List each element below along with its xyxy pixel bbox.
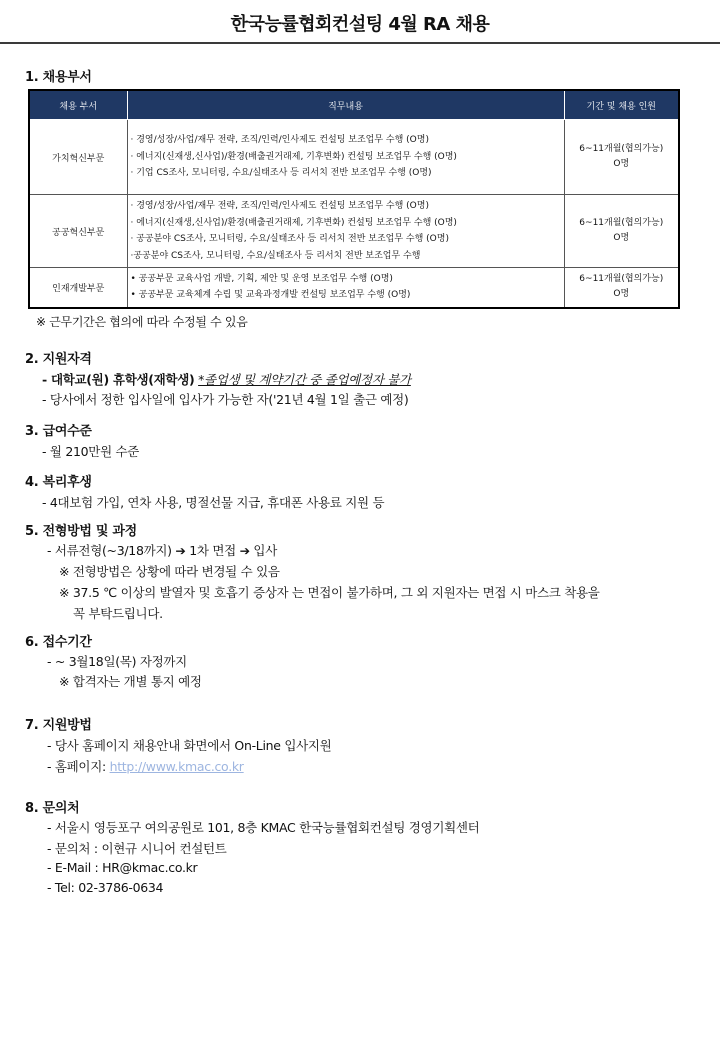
section-heading-qualification: 2. 지원자격: [25, 352, 92, 367]
contact-email: - E-Mail : HR@kmac.co.kr: [47, 860, 198, 875]
duty-item: · 에너지(신재생,신사업)/환경(배출권거래제, 기후변화) 컨설팅 보조업무 수행 (O명): [130, 217, 457, 228]
homepage-label: - 홈페이지:: [47, 759, 110, 774]
salary-text: - 월 210만원 수준: [42, 444, 140, 459]
homepage-link[interactable]: http://www.kmac.co.kr: [109, 759, 244, 774]
qualification-restriction: *졸업생 및 계약기간 중 졸업예정자 불가: [198, 372, 411, 387]
period-text: 6~11개월(협의가능): [579, 218, 664, 228]
duty-item: · 경영/성장/사업/재무 전략, 조직/인력/인사제도 컨설팅 보조업무 수행 (O명): [130, 201, 429, 211]
duty-item: · 기업 CS조사, 모니터링, 수요/실태조사 등 리서치 전반 보조업무 수행 (O명): [130, 168, 432, 179]
section-heading-departments: 1. 채용부서: [25, 70, 92, 85]
table-note: ※ 근무기간은 협의에 따라 수정될 수 있음: [36, 315, 248, 329]
process-steps: - 서류전형(~3/18까지) ➔ 1차 면접 ➔ 입사: [47, 543, 277, 558]
count-text: O명: [613, 233, 630, 243]
section-heading-benefits: 4. 복리후생: [25, 475, 92, 490]
section-heading-salary: 3. 급여수준: [25, 424, 92, 439]
count-text: O명: [613, 289, 630, 300]
contact-address: - 서울시 영등포구 여의공원로 101, 8층 KMAC 한국능률협회컨설팅 경영기획센터: [47, 820, 480, 835]
duty-item: · 경영/성장/사업/재무 전략, 조직/인력/인사제도 컨설팅 보조업무 수행 (O명): [130, 135, 429, 146]
qualification-item: - 당사에서 정한 입사일에 입사가 가능한 자('21년 4월 1일 출근 예정): [42, 392, 409, 407]
section-heading-process: 5. 전형방법 및 과정: [25, 524, 137, 539]
duty-item: · 공공분야 CS조사, 모니터링, 수요/실태조사 등 리서치 전반 보조업무 수행 (O명): [130, 234, 449, 244]
qualification-target: - 대학교(원) 휴학생(재학생): [42, 372, 195, 387]
duty-item: • 공공부문 교육사업 개발, 기획, 제안 및 운영 보조업무 수행 (O명): [130, 273, 393, 284]
duties-cell: [127, 195, 564, 268]
period-cell: [564, 120, 679, 195]
homepage-line: [47, 757, 244, 775]
page-title: 한국능률협회컨설팅 4월 RA 채용: [230, 14, 490, 35]
period-text: 6~11개월(협의가능): [579, 144, 664, 154]
duties-cell: [127, 120, 564, 195]
title-divider: [0, 42, 720, 44]
header-duties: 직무내용: [127, 90, 564, 120]
section-heading-apply: 7. 지원방법: [25, 718, 92, 733]
table-row: [29, 195, 679, 268]
recruitment-table: [28, 89, 680, 309]
result-note: ※ 합격자는 개별 통지 예정: [59, 674, 202, 689]
department-cell: 가치혁신부문: [29, 120, 127, 195]
period-cell: [564, 195, 679, 268]
duties-cell: [127, 268, 564, 308]
process-note: ※ 37.5 ℃ 이상의 발열자 및 호흡기 증상자 는 면접이 불가하며, 그 외 지원자는 면접 시 마스크 착용을: [59, 585, 600, 600]
duty-item: · 에너지(신재생,신사업)/환경(배출권거래제, 기후변화) 컨설팅 보조업무 수행 (O명): [130, 151, 457, 162]
contact-tel: - Tel: 02-3786-0634: [47, 880, 164, 895]
period-text: 6~11개월(협의가능): [579, 274, 664, 285]
header-department: 채용 부서: [29, 90, 127, 120]
header-period-count: 기간 및 채용 인원: [564, 90, 679, 120]
duty-item: ·공공분야 CS조사, 모니터링, 수요/실태조사 등 리서치 전반 보조업무 수행: [130, 250, 421, 261]
period-cell: [564, 268, 679, 308]
apply-method: - 당사 홈페이지 채용안내 화면에서 On-Line 입사지원: [47, 738, 332, 753]
qualification-item: [42, 370, 411, 388]
table-header-row: [29, 90, 679, 120]
table-row: [29, 120, 679, 195]
table-row: [29, 268, 679, 308]
section-heading-contact: 8. 문의처: [25, 801, 80, 816]
department-cell: 공공혁신부문: [29, 195, 127, 268]
process-note: ※ 전형방법은 상황에 따라 변경될 수 있음: [59, 564, 280, 579]
duty-item: • 공공부문 교육체계 수립 및 교육과정개발 컨설팅 보조업무 수행 (O명): [130, 290, 411, 301]
section-heading-period: 6. 접수기간: [25, 635, 92, 650]
count-text: O명: [613, 159, 630, 169]
deadline-text: - ~ 3월18일(목) 자정까지: [47, 654, 187, 669]
department-cell: 인재개발부문: [29, 268, 127, 308]
contact-person: - 문의처 : 이현규 시니어 컨설턴트: [47, 841, 227, 856]
benefits-text: - 4대보험 가입, 연차 사용, 명절선물 지급, 휴대폰 사용료 지원 등: [42, 495, 385, 510]
process-note-continued: 꼭 부탁드립니다.: [73, 606, 163, 621]
